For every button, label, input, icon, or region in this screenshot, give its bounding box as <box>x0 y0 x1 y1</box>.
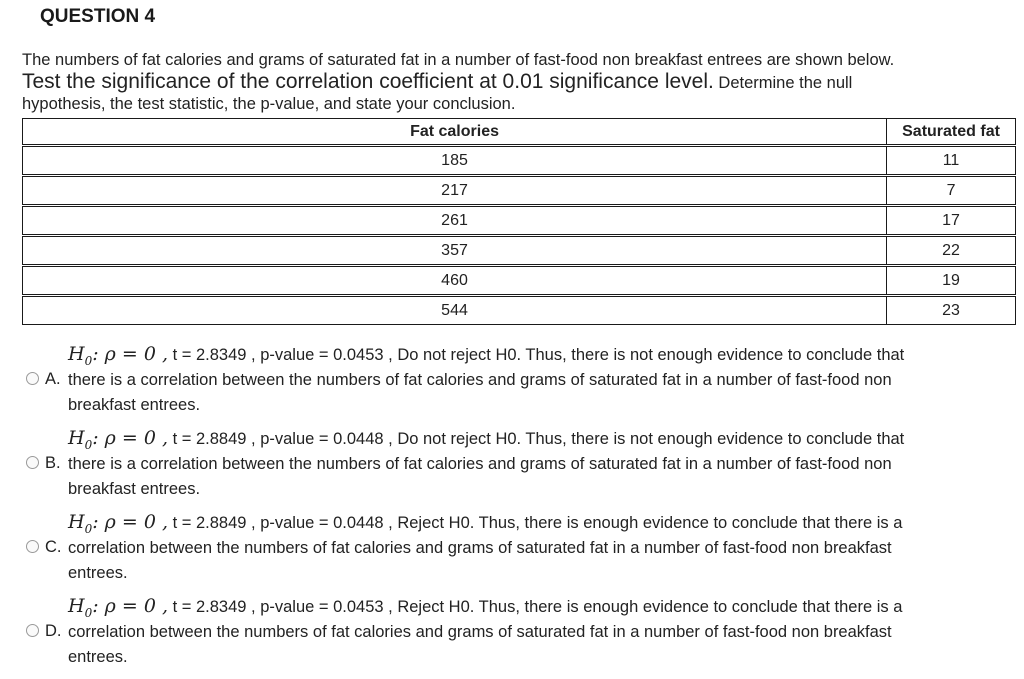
hypothesis-symbol: $H_0$: ρ = 0 , <box>68 511 168 536</box>
option-letter-c: C. <box>45 538 62 556</box>
table-header-row <box>23 119 1016 146</box>
option-d-line-1: t = 2.8349 , p-value = 0.0453 , Reject H0. Thus, there is enough evidence to conclude that there is a <box>168 598 903 616</box>
cell-fat-calories: 261 <box>23 206 887 236</box>
option-a-line-2: there is a correlation between the numbers of fat calories and grams of saturated fat in a number of fast-food non <box>68 371 892 389</box>
prompt-line-2-large: Test the significance of the correlation coefficient at 0.01 significance level. <box>22 70 714 93</box>
hypothesis-symbol: $H_0$: ρ = 0 , <box>68 427 168 452</box>
option-letter-d: D. <box>45 622 62 640</box>
question-prompt <box>22 50 1022 114</box>
hypothesis-symbol: $H_0$: ρ = 0 , <box>68 595 168 620</box>
option-letter-a: A. <box>45 370 61 388</box>
cell-saturated-fat: 23 <box>887 296 1016 325</box>
header-fat-calories: Fat calories <box>23 119 887 146</box>
hypothesis-symbol: $H_0$: ρ = 0 , <box>68 343 168 368</box>
option-b-line-3: breakfast entrees. <box>68 480 201 498</box>
table-row <box>23 296 1016 325</box>
prompt-line-1: The numbers of fat calories and grams of saturated fat in a number of fast-food non breakfast entrees are shown below. <box>22 51 895 69</box>
cell-fat-calories: 357 <box>23 236 887 266</box>
table-row <box>23 146 1016 176</box>
cell-fat-calories: 185 <box>23 146 887 176</box>
table-row <box>23 236 1016 266</box>
option-d-line-2: correlation between the numbers of fat calories and grams of saturated fat in a number of fast-food non breakfast <box>68 623 892 641</box>
prompt-line-2-small: Determine the null <box>713 74 853 92</box>
answer-option-a[interactable] <box>24 340 1014 418</box>
option-a-line-1: t = 2.8349 , p-value = 0.0453 , Do not reject H0. Thus, there is not enough evidence to conclude that <box>168 346 905 364</box>
cell-saturated-fat: 22 <box>887 236 1016 266</box>
cell-fat-calories: 217 <box>23 176 887 206</box>
header-saturated-fat: Saturated fat <box>887 119 1016 146</box>
answer-option-d[interactable] <box>24 592 1014 670</box>
cell-saturated-fat: 17 <box>887 206 1016 236</box>
option-letter-b: B. <box>45 454 61 472</box>
option-d-line-3: entrees. <box>68 648 128 666</box>
cell-saturated-fat: 19 <box>887 266 1016 296</box>
option-b-line-1: t = 2.8849 , p-value = 0.0448 , Do not reject H0. Thus, there is not enough evidence to conclude that <box>168 430 905 448</box>
table-row <box>23 206 1016 236</box>
option-c-line-3: entrees. <box>68 564 128 582</box>
table-row <box>23 176 1016 206</box>
cell-fat-calories: 460 <box>23 266 887 296</box>
option-a-line-3: breakfast entrees. <box>68 396 201 414</box>
data-table <box>22 118 1016 325</box>
option-c-line-2: correlation between the numbers of fat calories and grams of saturated fat in a number of fast-food non breakfast <box>68 539 892 557</box>
option-b-line-2: there is a correlation between the numbers of fat calories and grams of saturated fat in a number of fast-food non <box>68 455 892 473</box>
table-row <box>23 266 1016 296</box>
prompt-line-3: hypothesis, the test statistic, the p-value, and state your conclusion. <box>22 95 516 113</box>
answer-option-b[interactable] <box>24 424 1014 502</box>
answer-option-c[interactable] <box>24 508 1014 586</box>
question-title: QUESTION 4 <box>40 6 156 27</box>
option-c-line-1: t = 2.8849 , p-value = 0.0448 , Reject H0. Thus, there is enough evidence to conclude that there is a <box>168 514 903 532</box>
cell-fat-calories: 544 <box>23 296 887 325</box>
cell-saturated-fat: 11 <box>887 146 1016 176</box>
cell-saturated-fat: 7 <box>887 176 1016 206</box>
